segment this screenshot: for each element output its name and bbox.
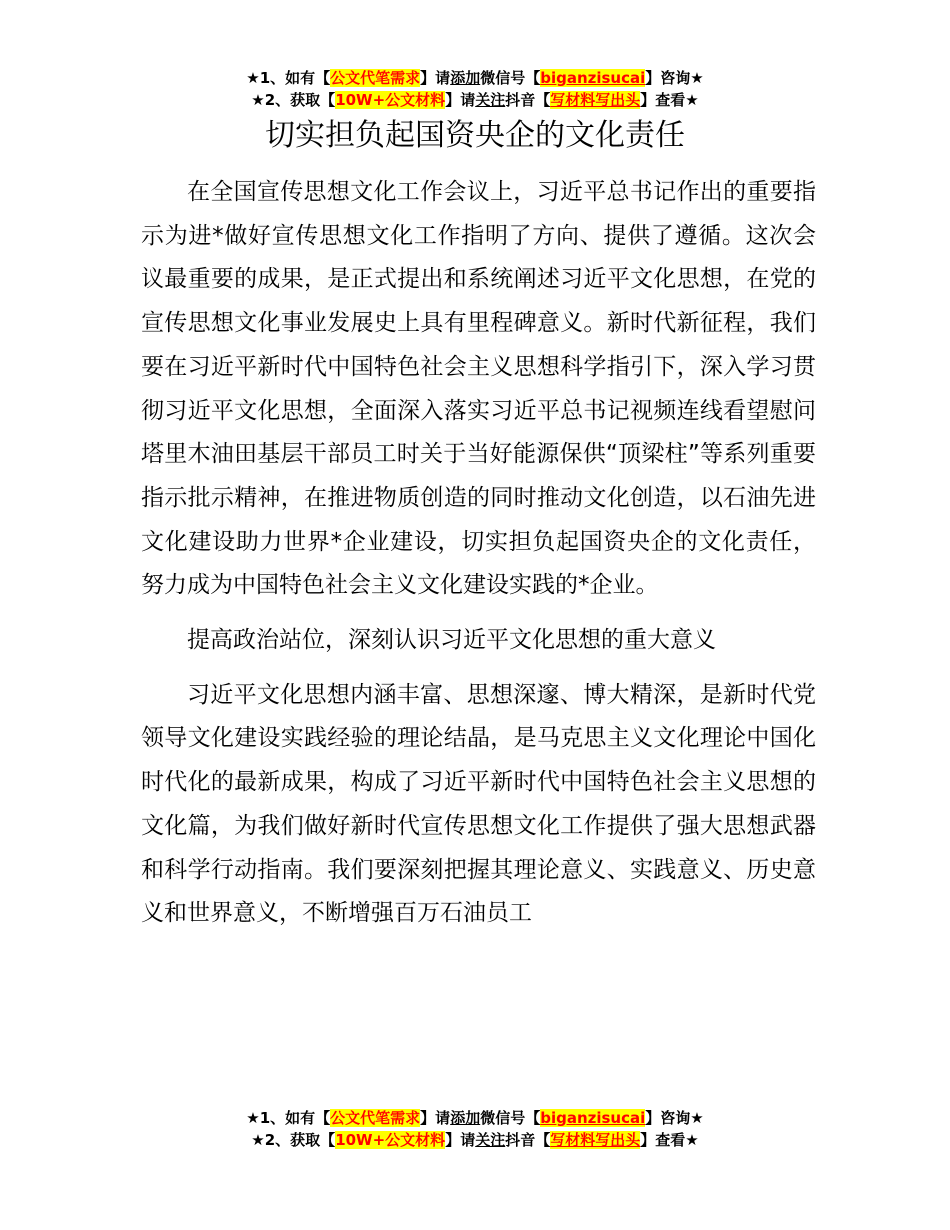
- promo-highlight: 10W+公文材料: [335, 1131, 446, 1149]
- paragraph: 习近平文化思想内涵丰富、思想深邃、博大精深，是新时代党领导文化建设实践经验的理论结晶，是马克思主义文化理论中国化时代化的最新成果，构成了习近平新时代中国特色社会主义思想的文化篇，为我们做好新时代宣传思想文化工作提供了强大思想武器和科学行动指南。我们要深刻把握其理论意义、实践意义、历史意义和世界意义，不断增强百万石油员工: [141, 681, 816, 927]
- promo-text: 】请: [420, 69, 451, 87]
- promo-text: 微信号【: [480, 1109, 541, 1127]
- wechat-id-highlight: biganzisucai: [540, 69, 646, 87]
- promo-text: 】请: [445, 1131, 476, 1149]
- document-body: [141, 171, 816, 947]
- promo-text: 抖音【: [505, 1131, 551, 1149]
- promo-line-1: [0, 67, 950, 89]
- paragraph: 在全国宣传思想文化工作会议上，习近平总书记作出的重要指示为进*做好宣传思想文化工作指明了方向、提供了遵循。这次会议最重要的成果，是正式提出和系统阐述习近平文化思想，在党的宣传思想文化事业发展史上具有里程碑意义。新时代新征程，我们要在习近平新时代中国特色社会主义思想科学指引下，深入学习贯彻习近平文化思想，全面深入落实习近平总书记视频连线看望慰问塔里木油田基层干部员工时关于当好能源保供“顶梁柱”等系列重要指示批示精神，在推进物质创造的同时推动文化创造，以石油先进文化建设助力世界*企业建设，切实担负起国资央企的文化责任，努力成为中国特色社会主义文化建设实践的*企业。: [141, 179, 816, 599]
- douyin-id-highlight: 写材料写出头: [550, 91, 641, 109]
- promo-underline: 添加: [450, 69, 481, 87]
- promo-underline: 添加: [450, 1109, 481, 1127]
- promo-text: ★2、获取【: [251, 91, 336, 109]
- promo-text: 】咨询★: [645, 1109, 704, 1127]
- promo-highlight: 公文代笔需求: [330, 69, 421, 87]
- promo-highlight: 10W+公文材料: [335, 91, 446, 109]
- promo-text: ★1、如有【: [246, 1109, 331, 1127]
- promo-text: 微信号【: [480, 69, 541, 87]
- promo-highlight: 公文代笔需求: [330, 1109, 421, 1127]
- promo-text: 】请: [445, 91, 476, 109]
- promo-text: ★1、如有【: [246, 69, 331, 87]
- document-title: 切实担负起国资央企的文化责任: [265, 118, 685, 153]
- promo-banner-top: [0, 67, 950, 111]
- promo-line-2: [0, 89, 950, 111]
- promo-text: 】查看★: [640, 1131, 699, 1149]
- promo-text: 】咨询★: [645, 69, 704, 87]
- promo-text: 】查看★: [640, 91, 699, 109]
- promo-underline: 关注: [475, 1131, 506, 1149]
- douyin-id-highlight: 写材料写出头: [550, 1131, 641, 1149]
- promo-underline: 关注: [475, 91, 506, 109]
- promo-banner-bottom: [0, 1107, 950, 1151]
- promo-line-1: [0, 1107, 950, 1129]
- wechat-id-highlight: biganzisucai: [540, 1109, 646, 1127]
- promo-text: 抖音【: [505, 91, 551, 109]
- promo-text: 】请: [420, 1109, 451, 1127]
- promo-line-2: [0, 1129, 950, 1151]
- promo-text: ★2、获取【: [251, 1131, 336, 1149]
- section-heading: 提高政治站位，深刻认识习近平文化思想的重大意义: [187, 627, 716, 654]
